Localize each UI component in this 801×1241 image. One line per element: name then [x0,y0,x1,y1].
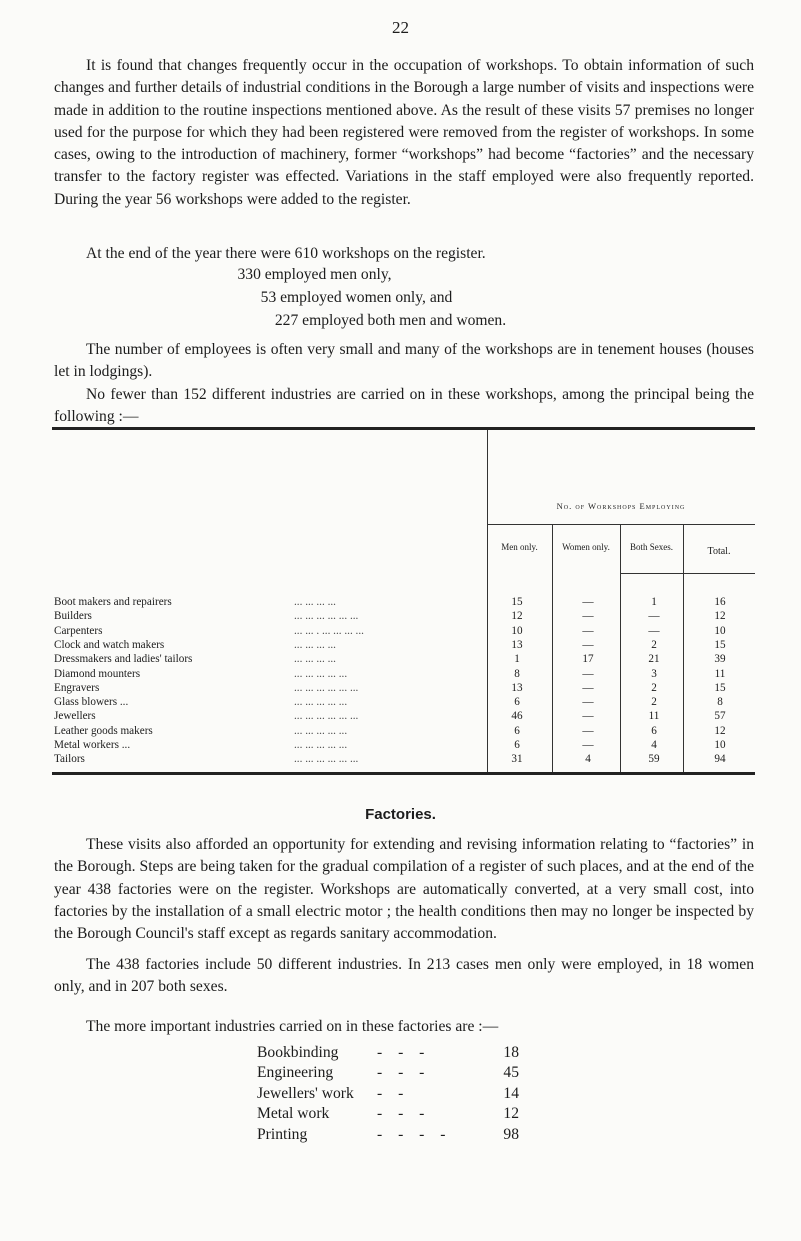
cell-both: — [648,624,660,637]
factories-paragraph-2: The 438 factories include 50 different industries. In 213 cases men only were employed, in 18 women only, and in 207 both sexes. [54,956,754,996]
cell-total: 8 [717,696,723,709]
table-row [54,753,754,766]
col-header-men: Men only. [501,542,538,552]
cell-total: 10 [714,624,726,637]
row-label: Glass blowers ... [54,696,129,709]
table-row [54,710,754,723]
group-header-underline [487,524,755,525]
table-row [54,596,754,609]
cell-men: 12 [511,610,523,623]
row-label: Builders [54,610,92,623]
cell-women: — [582,596,594,608]
row-label: Leather goods makers [54,724,153,737]
cell-men: 31 [511,753,523,766]
dot-leader: ... ... ... ... ... ... [294,753,359,766]
industry-count: 18 [503,1044,519,1061]
cell-total: 12 [714,610,726,623]
dot-leader: ... ... ... ... ... [294,724,348,737]
row-label: Boot makers and repairers [54,596,172,608]
group-header: No. of Workshops Employing [556,501,686,511]
industry-name: Metal work [257,1105,330,1123]
industry-name: Jewellers' work [257,1084,354,1102]
register-line-women: 53 employed women only, and [260,289,453,306]
col-header-total: Total. [707,546,731,557]
table-row [54,682,754,695]
row-label: Dressmakers and ladies' tailors [54,653,193,666]
list-item [257,1044,557,1064]
col-header-both: Both Sexes. [629,542,673,552]
cell-women: — [582,667,594,680]
dot-leader: ... ... ... ... ... [294,667,348,680]
row-label: Jewellers [54,710,96,723]
dot-leader: ... ... ... ... ... ... [294,710,359,723]
cell-men: 13 [511,638,523,651]
cell-women: — [582,638,594,651]
col-header-women: Women only. [562,542,610,552]
cell-both: 59 [648,753,660,766]
dot-leader: ... ... ... ... ... [294,696,348,709]
table-row [54,653,754,666]
cell-men: 6 [514,724,520,737]
register-lead: At the end of the year there were 610 workshops on the register. [86,245,486,262]
table-row [54,668,754,681]
dash-leader: - - - [377,1105,431,1123]
table-divider-lower [487,580,488,773]
dash-leader: - - - [377,1044,431,1061]
table-row [54,696,754,709]
table-row [54,625,754,638]
table-bottom-rule [52,772,755,775]
cell-total: 15 [714,638,726,651]
cell-women: — [582,710,594,723]
list-item [257,1126,557,1146]
cell-women: — [582,624,594,637]
cell-total: 11 [714,667,726,680]
cell-both: — [648,610,660,623]
cell-both: 2 [651,638,657,651]
page-number: 22 [392,18,409,37]
row-label: Metal workers ... [54,739,131,751]
row-label: Carpenters [54,624,103,637]
cell-women: 4 [585,753,591,766]
dot-leader: ... ... ... ... [294,653,336,666]
row-label: Diamond mounters [54,667,141,680]
cell-men: 6 [514,739,520,751]
cell-both: 21 [648,653,660,666]
cell-women: 17 [582,653,594,666]
intro-paragraph: It is found that changes frequently occur in the occupation of workshops. To obtain information of such changes and further details of industrial conditions in the Borough a large number of visits and inspections were made in addition to the routine inspections mentioned above. As the result of these visits 57 premises no longer used for the purpose for which they had been registered were removed from the register of workshops. In some cases, owing to the introduction of machinery, former “workshops” had become “factories” and the necessary transfer to the factory register was effected. Variations in the staff employed were also frequently reported. During the year 56 workshops were added to the register. [54,57,754,208]
cell-both: 4 [651,739,657,751]
dash-leader: - - - - [377,1125,452,1143]
dot-leader: ... ... . ... ... ... ... [294,624,364,637]
cell-women: — [582,739,594,751]
table-row [54,725,754,738]
industry-count: 45 [503,1064,519,1082]
cell-total: 12 [714,724,726,737]
factories-list-intro: The more important industries carried on in these factories are :— [86,1018,499,1035]
industry-name: Engineering [257,1064,334,1082]
cell-men: 8 [514,667,520,680]
col-divider-lower [683,580,684,773]
cell-both: 6 [651,724,657,737]
industries-note: No fewer than 152 different industries are carried on in these workshops, among the principal being the following :— [54,386,754,426]
industry-name: Bookbinding [257,1044,339,1061]
cell-both: 2 [651,696,657,709]
row-label: Tailors [54,753,85,766]
cell-men: 15 [511,596,523,608]
cell-men: 46 [511,710,523,723]
cell-total: 57 [714,710,726,723]
cell-women: — [582,724,594,737]
cell-both: 11 [648,710,660,723]
cell-total: 10 [714,739,726,751]
table-row [54,739,754,752]
cell-total: 15 [714,681,726,694]
table-row [54,610,754,623]
table-row [54,639,754,652]
dot-leader: ... ... ... ... ... ... [294,610,359,623]
factories-heading: Factories. [365,806,436,823]
table-top-rule [52,427,755,430]
industry-count: 98 [503,1125,519,1143]
cell-women: — [582,696,594,709]
col-divider-lower [552,580,553,773]
employees-note: The number of employees is often very small and many of the workshops are in tenement houses (houses let in lodgings). [54,341,754,381]
cell-men: 13 [511,681,523,694]
dash-leader: - - [377,1084,410,1102]
list-item [257,1064,557,1084]
factories-paragraph-1: These visits also afforded an opportunity for extending and revising information relating to “factories” in the Borough. Steps are being taken for the gradual compilation of a register of such places, and at the end of the year 438 factories were on the register. Workshops are automatically converted, at a very small cost, into factories by the installation of a small electric motor ; the health conditions then may no longer be inspected by the Borough Council's staff except as regards sanitary accommodation. [54,836,754,943]
list-item [257,1085,557,1105]
cell-total: 94 [714,753,726,766]
cell-women: — [582,681,594,694]
dot-leader: ... ... ... ... ... ... [294,681,359,694]
cell-both: 3 [651,667,657,680]
row-label: Clock and watch makers [54,638,165,651]
industry-name: Printing [257,1125,308,1143]
dot-leader: ... ... ... ... [294,638,336,651]
cell-both: 1 [651,596,657,608]
cell-men: 6 [514,696,520,709]
list-item [257,1105,557,1125]
cell-men: 10 [511,624,523,637]
dot-leader: ... ... ... ... [294,596,336,608]
industry-count: 12 [503,1105,519,1123]
header-underline [620,573,755,574]
row-label: Engravers [54,681,100,694]
cell-women: — [582,610,594,623]
cell-men: 1 [514,653,520,666]
register-line-both: 227 employed both men and women. [274,312,507,329]
dot-leader: ... ... ... ... ... [294,739,348,751]
cell-total: 39 [714,653,726,666]
cell-total: 16 [714,596,726,608]
register-line-men: 330 employed men only, [237,266,392,283]
cell-both: 2 [651,681,657,694]
dash-leader: - - - [377,1064,431,1082]
col-divider-lower [620,580,621,773]
industry-count: 14 [503,1084,519,1102]
